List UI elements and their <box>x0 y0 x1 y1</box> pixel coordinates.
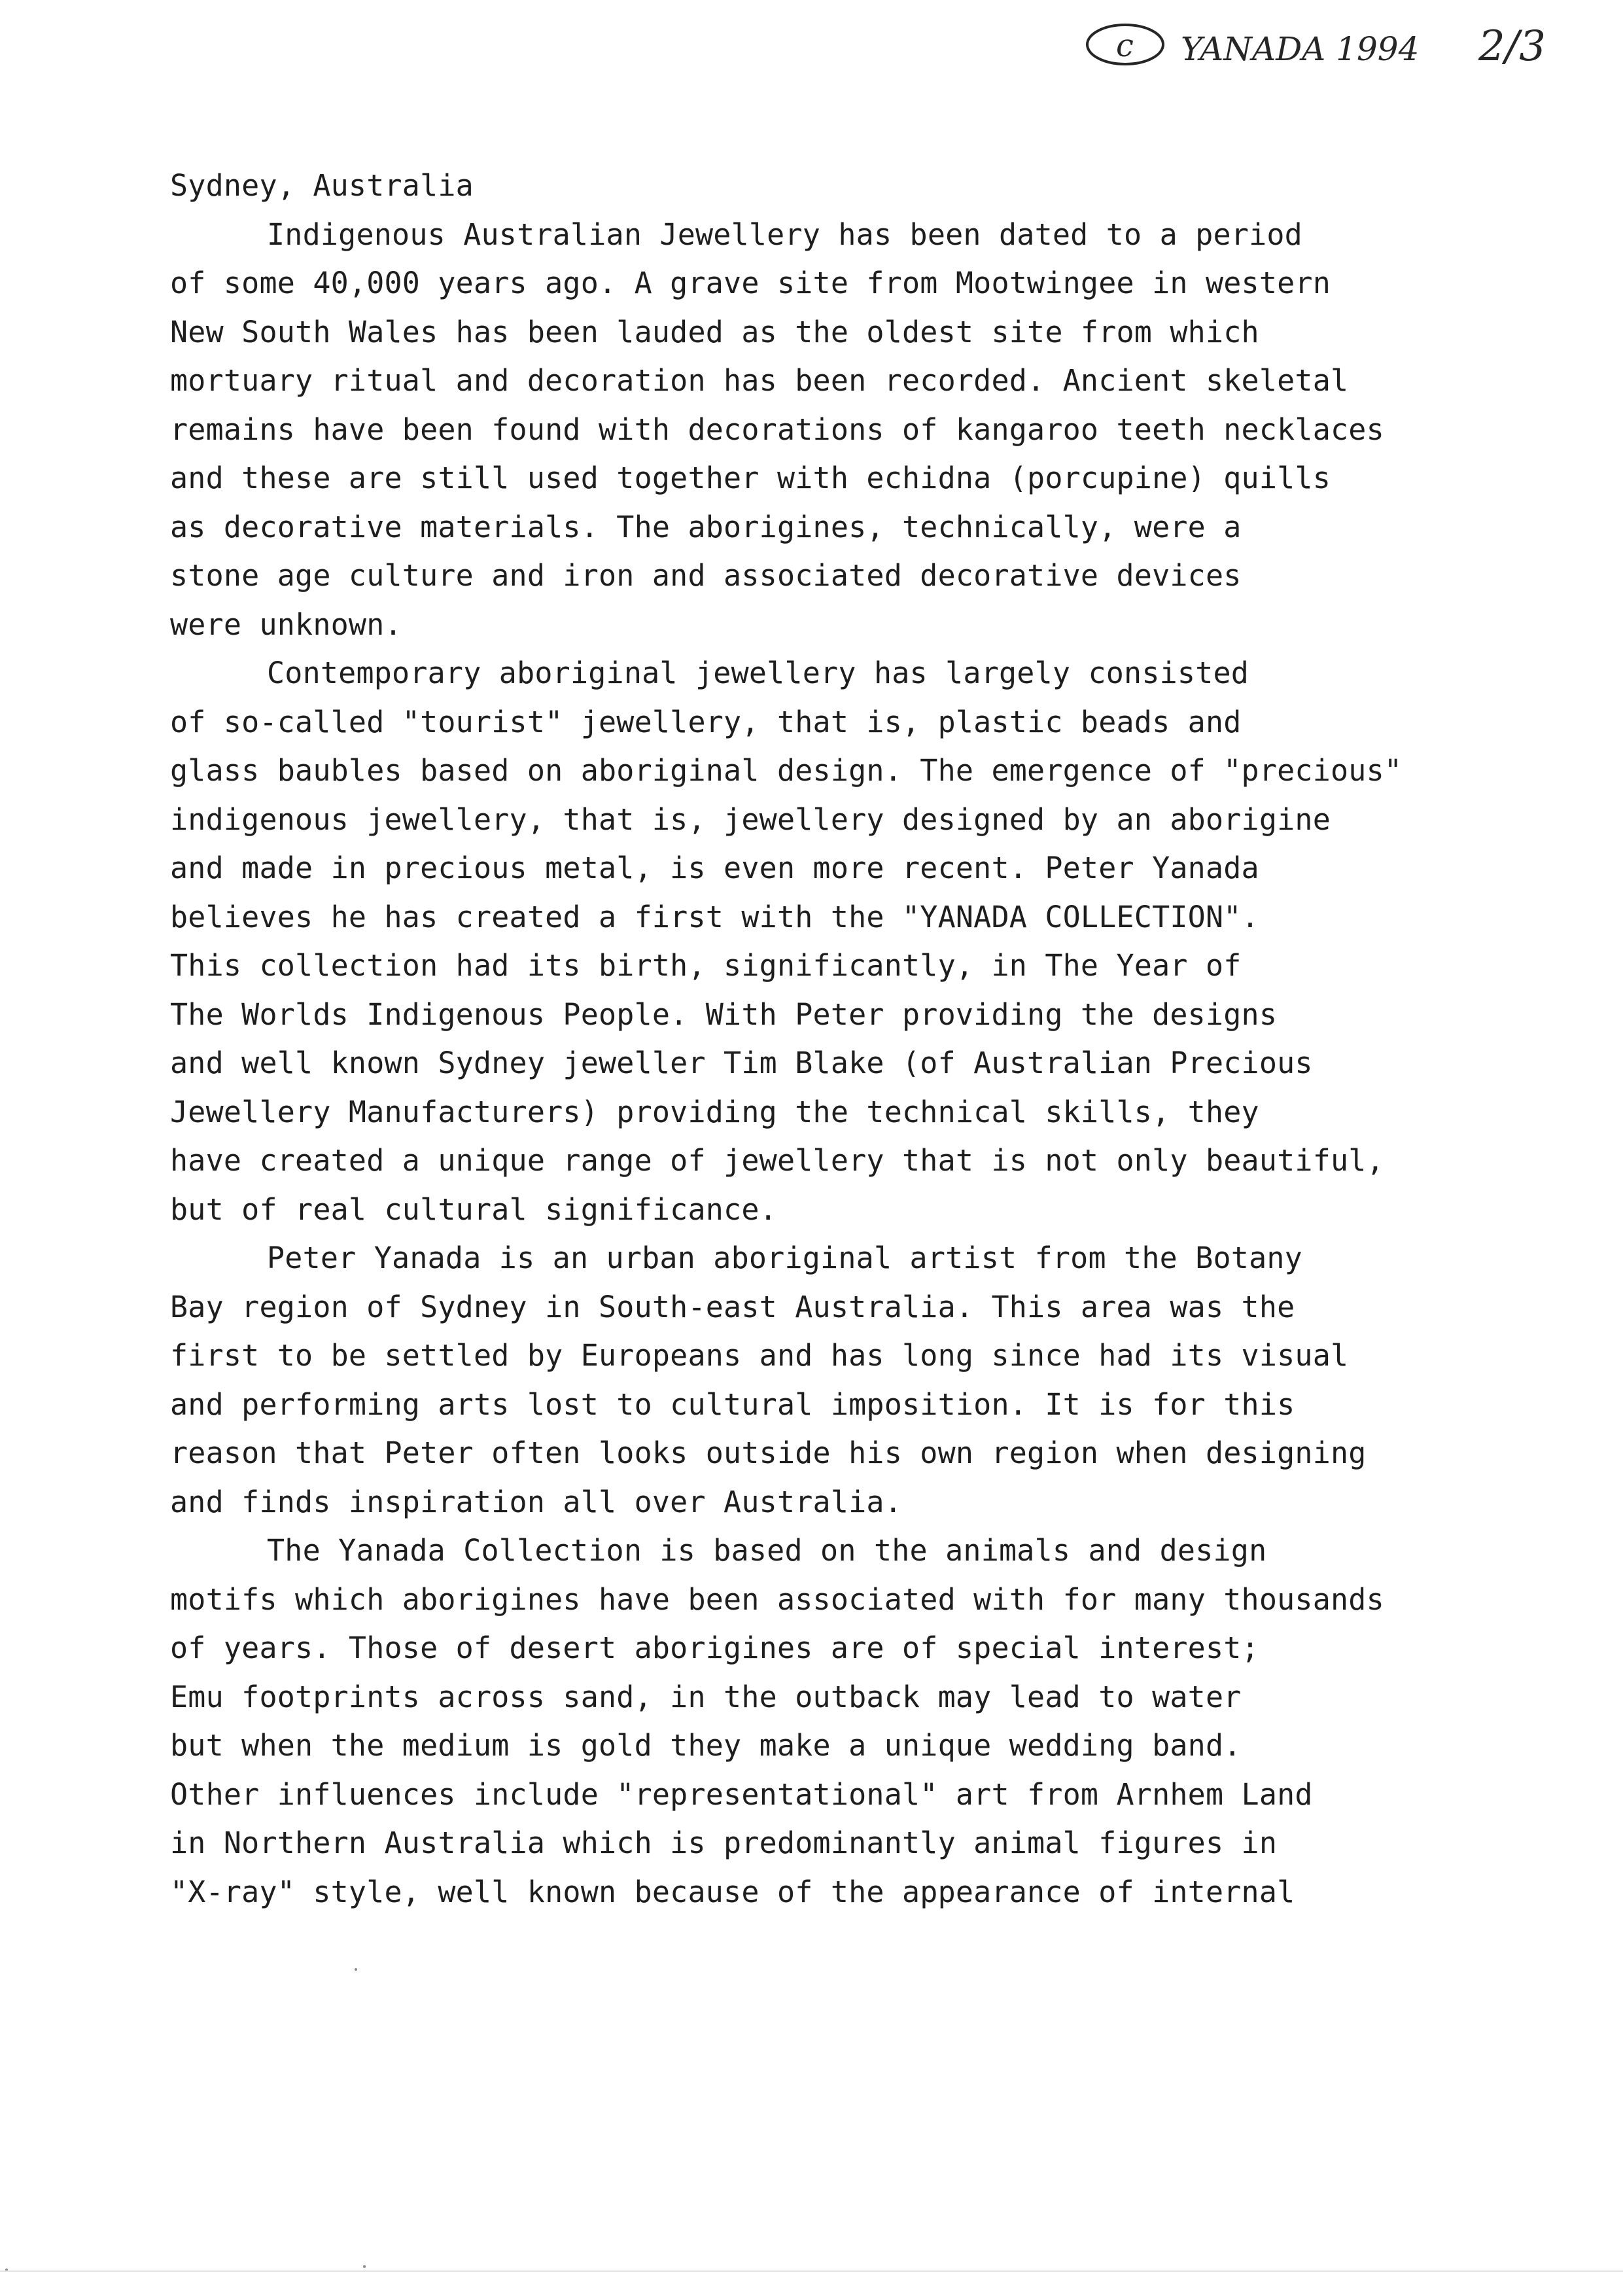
text-line: of so-called "tourist" jewellery, that is, plastic beads and <box>170 704 1242 739</box>
text-line: New South Wales has been lauded as the oldest site from which <box>170 314 1259 349</box>
scan-edge-line <box>0 2270 1623 2272</box>
text-line: glass baubles based on aboriginal design. The emergence of "precious" <box>170 753 1403 788</box>
text-line: motifs which aborigines have been associated with for many thousands <box>170 1581 1384 1617</box>
text-line: stone age culture and iron and associated decorative devices <box>170 558 1242 593</box>
text-line: indigenous jewellery, that is, jewellery designed by an aborigine <box>170 802 1331 837</box>
text-line: and these are still used together with echidna (porcupine) quills <box>170 461 1331 495</box>
text-line: Jewellery Manufacturers) providing the technical skills, they <box>170 1094 1259 1129</box>
text-line: Bay region of Sydney in South-east Australia. This area was the <box>170 1289 1295 1324</box>
text-line: remains have been found with decorations of kangaroo teeth necklaces <box>170 412 1384 447</box>
text-line: and well known Sydney jeweller Tim Blake (of Australian Precious <box>170 1046 1313 1080</box>
text-line: Other influences include "representational" art from Arnhem Land <box>170 1776 1313 1812</box>
annotation-signature: YANADA 1994 <box>1181 30 1420 68</box>
paragraph-first-line: Contemporary aboriginal jewellery has largely consisted <box>267 656 1249 690</box>
text-line: and made in precious metal, is even more recent. Peter Yanada <box>170 851 1259 885</box>
text-line: reason that Peter often looks outside his own region when designing <box>170 1436 1367 1470</box>
scan-speck <box>363 2265 366 2268</box>
paragraph-first-line: The Yanada Collection is based on the animals and design <box>267 1533 1267 1568</box>
text-line: The Worlds Indigenous People. With Peter providing the designs <box>170 997 1278 1032</box>
copyright-letter: c <box>1116 27 1134 64</box>
text-line: of years. Those of desert aborigines are of special interest; <box>170 1631 1259 1665</box>
text-line: but when the medium is gold they make a unique wedding band. <box>170 1728 1242 1763</box>
text-line: were unknown. <box>170 607 402 642</box>
text-line: first to be settled by Europeans and has long since had its visual <box>170 1338 1349 1373</box>
text-line: believes he has created a first with the "YANADA COLLECTION". <box>170 899 1259 934</box>
scan-speck <box>355 1968 357 1971</box>
text-line: This collection had its birth, significantly, in The Year of <box>170 948 1242 983</box>
text-line: Sydney, Australia <box>170 168 474 203</box>
text-line: but of real cultural significance. <box>170 1192 777 1227</box>
text-line: of some 40,000 years ago. A grave site from Mootwingee in western <box>170 266 1331 300</box>
typed-body-text <box>170 162 1557 1916</box>
text-line: and finds inspiration all over Australia. <box>170 1484 902 1519</box>
text-line: as decorative materials. The aborigines, technically, were a <box>170 509 1242 544</box>
text-line: and performing arts lost to cultural imposition. It is for this <box>170 1386 1295 1422</box>
handwritten-annotation-drawing <box>1073 13 1596 85</box>
paragraph-first-line: Indigenous Australian Jewellery has been dated to a period <box>267 217 1302 252</box>
text-line: "X-ray" style, well known because of the appearance of internal <box>170 1874 1295 1909</box>
text-line: mortuary ritual and decoration has been recorded. Ancient skeletal <box>170 363 1349 398</box>
text-line: Emu footprints across sand, in the outback may lead to water <box>170 1679 1242 1714</box>
paragraph-first-line: Peter Yanada is an urban aboriginal artist from the Botany <box>267 1241 1302 1275</box>
annotation-page-number: 2/3 <box>1478 22 1546 71</box>
text-line: have created a unique range of jewellery that is not only beautiful, <box>170 1143 1384 1178</box>
text-line: in Northern Australia which is predominantly animal figures in <box>170 1826 1278 1860</box>
handwritten-annotation <box>1073 13 1596 85</box>
